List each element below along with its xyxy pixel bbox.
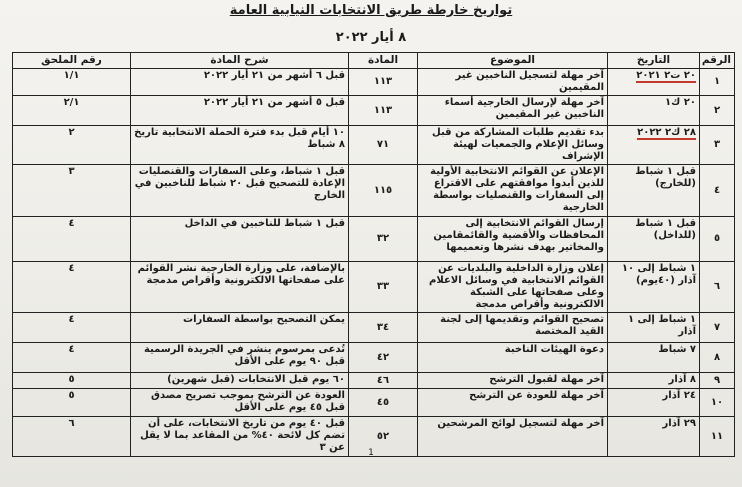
row-explanation: قبل ٤٠ يوم من تاريخ الانتخابات، على أن تضم كل لائحة ٤٠% من المقاعد بما لا يقل عن ٣ <box>131 417 349 457</box>
row-annex: ٢/١ <box>13 96 131 126</box>
row-date: ٢٠ ك١ <box>608 96 700 126</box>
row-date-text: ٢٨ ك٢ ٢٠٢٢ <box>637 127 696 138</box>
row-annex: ٣ <box>13 165 131 217</box>
row-date: ٨ آذار <box>608 373 700 389</box>
row-explanation: قبل ١ شباط للناخبين في الداخل <box>131 217 349 262</box>
row-article: ٤٦ <box>349 373 418 389</box>
row-date: ٢٤ آذار <box>608 389 700 417</box>
row-date <box>608 126 700 165</box>
row-subject: إعلان وزارة الداخلية والبلديات عن القوائم الانتخابية في وسائل الاعلام وعلى صفحاتها على الشبكة الالكترونية وأقراص مدمجة <box>418 262 608 313</box>
page-number: 1 <box>368 448 374 458</box>
row-date: قبل ١ شباط (للخارج) <box>608 165 700 217</box>
table-row <box>13 165 735 217</box>
table-row <box>13 69 735 96</box>
row-explanation: ١٠ أيام قبل بدء فترة الحملة الانتخابية تاريخ ٨ شباط <box>131 126 349 165</box>
row-number: ١١ <box>700 417 735 457</box>
header-date: التاريخ <box>608 53 700 69</box>
row-explanation: قبل ٦ أشهر من ٢١ أيار ٢٠٢٢ <box>131 69 349 96</box>
row-date: ٧ شباط <box>608 343 700 373</box>
row-number: ٥ <box>700 217 735 262</box>
header-number: الرقم <box>700 53 735 69</box>
row-date: ٢٩ آذار <box>608 417 700 457</box>
row-article: ١١٥ <box>349 165 418 217</box>
header-article: المادة <box>349 53 418 69</box>
row-number: ١ <box>700 69 735 96</box>
table-row <box>13 389 735 417</box>
row-article: ٥٢ <box>349 417 418 457</box>
row-number: ٦ <box>700 262 735 313</box>
row-subject: تصحيح القوائم وتقديمها إلى لجنة القيد المختصة <box>418 313 608 343</box>
row-annex: ٢ <box>13 126 131 165</box>
row-number: ٨ <box>700 343 735 373</box>
row-date-text: ٢٠ ت٢ ٢٠٢١ <box>636 70 696 81</box>
row-article: ٣٤ <box>349 313 418 343</box>
row-number: ٩ <box>700 373 735 389</box>
row-date <box>608 69 700 96</box>
table-row <box>13 96 735 126</box>
document-title: تواريخ خارطة طريق الانتخابات النيابية العامة <box>229 3 513 18</box>
roadmap-table <box>12 52 735 457</box>
row-subject: دعوة الهيئات الناخبة <box>418 343 608 373</box>
row-article: ١١٣ <box>349 96 418 126</box>
row-article: ٣٢ <box>349 217 418 262</box>
row-number: ٤ <box>700 165 735 217</box>
row-subject: آخر مهلة لإرسال الخارجية أسماء الناخبين غير المقيمين <box>418 96 608 126</box>
row-date: ١ شباط إلى ١ آذار <box>608 313 700 343</box>
row-subject: آخر مهلة لتسجيل الناخبين غير المقيمين <box>418 69 608 96</box>
row-annex: ٤ <box>13 313 131 343</box>
row-number: ٣ <box>700 126 735 165</box>
table-row <box>13 373 735 389</box>
row-subject: إرسال القوائم الانتخابية إلى المحافظات والأقضية والقائمقامين والمخاتير بهدف نشرها وتعميمها <box>418 217 608 262</box>
table-row <box>13 262 735 313</box>
row-annex: ٤ <box>13 343 131 373</box>
document-date: ٨ أيار ٢٠٢٢ <box>335 30 407 45</box>
table-row <box>13 343 735 373</box>
row-annex: ٥ <box>13 389 131 417</box>
row-explanation: تُدعى بمرسوم ينشر في الجريدة الرسمية قبل ٩٠ يوم على الأقل <box>131 343 349 373</box>
row-article: ٣٣ <box>349 262 418 313</box>
row-annex: ٦ <box>13 417 131 457</box>
row-explanation: بالإضافة، على وزارة الخارجية نشر القوائم على صفحاتها الالكترونية وأقراص مدمجة <box>131 262 349 313</box>
row-annex: ٥ <box>13 373 131 389</box>
row-annex: ١/١ <box>13 69 131 96</box>
row-explanation: قبل ١ شباط، وعلى السفارات والقنصليات الإعادة للتصحيح قبل ٢٠ شباط للناخبين في الخارج <box>131 165 349 217</box>
table-row <box>13 217 735 262</box>
row-subject: آخر مهلة لقبول الترشح <box>418 373 608 389</box>
row-explanation: قبل ٥ أشهر من ٢١ أيار ٢٠٢٢ <box>131 96 349 126</box>
row-subject: آخر مهلة للعودة عن الترشح <box>418 389 608 417</box>
row-subject: بدء تقديم طلبات المشاركة من قبل وسائل الإعلام والجمعيات لهيئة الإشراف <box>418 126 608 165</box>
table-row <box>13 126 735 165</box>
row-article: ٤٥ <box>349 389 418 417</box>
row-explanation: يمكن التصحيح بواسطة السفارات <box>131 313 349 343</box>
table-row <box>13 313 735 343</box>
row-annex: ٤ <box>13 217 131 262</box>
row-subject: الإعلان عن القوائم الانتخابية الأولية للذين أبدوا موافقتهم على الاقتراع إلى السفارات والقنصليات بواسطة الخارجية <box>418 165 608 217</box>
row-annex: ٤ <box>13 262 131 313</box>
row-date: ١ شباط إلى ١٠ آذار (٤٠يوم) <box>608 262 700 313</box>
header-explanation: شرح المادة <box>131 53 349 69</box>
row-date: قبل ١ شباط (للداخل) <box>608 217 700 262</box>
row-explanation: ٦٠ يوم قبل الانتخابات (قبل شهرين) <box>131 373 349 389</box>
row-number: ٢ <box>700 96 735 126</box>
row-explanation: العودة عن الترشح بموجب تصريح مصدق قبل ٤٥ يوم على الأقل <box>131 389 349 417</box>
row-number: ٧ <box>700 313 735 343</box>
row-article: ٧١ <box>349 126 418 165</box>
header-subject: الموضوع <box>418 53 608 69</box>
row-subject: آخر مهلة لتسجيل لوائح المرشحين <box>418 417 608 457</box>
row-article: ٤٢ <box>349 343 418 373</box>
header-annex: رقم الملحق <box>13 53 131 69</box>
row-number: ١٠ <box>700 389 735 417</box>
table-header-row <box>13 53 735 69</box>
row-article: ١١٣ <box>349 69 418 96</box>
